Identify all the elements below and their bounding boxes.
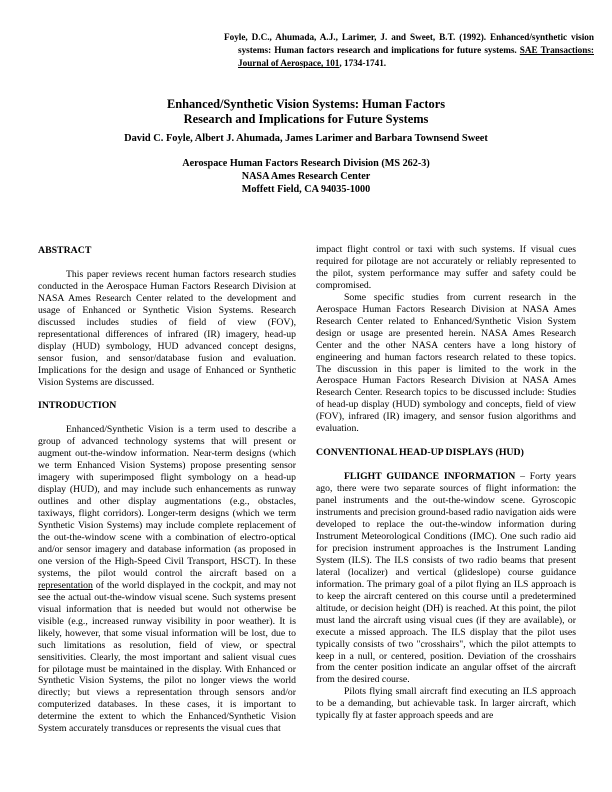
abstract-heading: ABSTRACT (38, 245, 92, 256)
affiliation-block (0, 157, 612, 197)
flight-guidance-text: – Forty years ago, there were two separate sources of flight information: the panel instruments and the out-the-window scene. Gyroscopic instruments and precision ground-based radio navigation aids were developed to replace the out-the-window information during Instrument Meteorological Conditions (IMC). One such radio aid for precision instrument approaches is the Instrument Landing System (ILS). The ILS consists of two radio beams that present lateral (localizer) and vertical (glideslope) course guidance information. The primary goal of a pilot flying an ILS approach is to keep the aircraft centered on this course until a predetermined altitude, or decision height (DH) is reached. At this point, the pilot must land the aircraft using visual cues (if they are available), or execute a missed approach. The ILS display that the pilot uses typically consists of two "crosshairs", which the pilot attempts to keep in a null, or centered, position. Deviation of the crosshairs from the center position indicate an angular offset of the aircraft from the desired course. (316, 471, 576, 686)
affiliation-address: Moffett Field, CA 94035-1000 (241, 184, 371, 196)
citation-block (224, 31, 594, 70)
left-column (38, 244, 296, 768)
introduction-heading: INTRODUCTION (38, 400, 117, 412)
right-column (316, 244, 576, 768)
citation-text: Foyle, D.C., Ahumada, A.J., Larimer, J. and Sweet, B.T. (1992). Enhanced/synthetic vision systems: Human factors research and implications for future systems. (224, 32, 594, 55)
affiliation-division: Aerospace Human Factors Research Division (MS 262-3) (182, 158, 430, 169)
abstract-paragraph: This paper reviews recent human factors research studies conducted in the Aerospace Human Factors Research Division at NASA Ames Research Center related to the development and usage of Enhanced or Synthetic Vision Systems. Research discussed includes studies of field of view (FOV), representational differences of infrared (IR) imagery, head-up display (HUD) symbology, HUD advanced concept designs, sensor fusion, and sensor/database fusion and evaluation. Implications for the design and usage of Enhanced or Synthetic Vision Systems are discussed. (38, 268, 296, 388)
affiliation-center: NASA Ames Research Center (241, 171, 371, 183)
hud-section-heading: CONVENTIONAL HEAD-UP DISPLAYS (HUD) (316, 447, 524, 459)
introduction-paragraph (38, 424, 296, 735)
introduction-underlined-term: representation (38, 579, 93, 591)
introduction-text-2: of the world displayed in the cockpit, and may not see the actual out-the-window visual scene. Such systems present visual information that is needed but would not otherwise be visible (e.g., increased runway visibility in poor weather). It is likely, however, that some visual information will be lost, due to such limitations as resolution, field of view, or spectral sensitivities. Clearly, the most important and salient visual cues for pilotage must be maintained in the display. With Enhanced or Synthetic Vision Systems, the pilot no longer views the world directly; but views a representation through sensors and/or computerized databases. In these cases, it is important to determine the extent to which the Enhanced/Synthetic Vision System accurately transduces or represents the visual cues that (38, 579, 296, 735)
continuation-paragraph: impact flight control or taxi with such systems. If visual cues required for pilotage are not accurately or reliably represented to the pilot, system performance may suffer and safety could be compromised. (316, 244, 576, 291)
citation-pages: , 1734-1741. (339, 58, 387, 68)
paper-title (0, 97, 612, 126)
paper-title-line2: Research and Implications for Future Systems (183, 111, 429, 126)
citation-journal: SAE Transactions: Journal of Aerospace, 101 (238, 45, 594, 68)
flight-guidance-lead: FLIGHT GUIDANCE INFORMATION (344, 471, 516, 483)
paper-title-line1: Enhanced/Synthetic Vision Systems: Human Factors (166, 97, 446, 111)
authors-line: David C. Foyle, Albert J. Ahumada, James Larimer and Barbara Townsend Sweet (124, 133, 488, 144)
pilots-paragraph: Pilots flying small aircraft find executing an ILS approach to be a demanding, but achievable task. In larger aircraft, which typically fly at faster approach speeds and are (316, 686, 576, 722)
research-overview-paragraph: Some specific studies from current research in the Aerospace Human Factors Research Division at NASA Ames Research Center related to Enhanced/Synthetic Vision System design or usage are presented herein. NASA Ames Research Center and the other NASA centers have a long history of engineering and human factors research related to these topics. The discussion in this paper is limited to the work in the Aerospace Human Factors Research Division at NASA Ames Research Center. Research topics to be discussed include: Studies of head-up display (HUD) symbology and concepts, field of view (FOV), infrared (IR) imagery, and sensor fusion algorithms and evaluation. (316, 291, 576, 435)
flight-guidance-paragraph (316, 471, 576, 686)
introduction-text-1: Enhanced/Synthetic Vision is a term used to describe a group of advanced technology systems that will present or augment out-the-window information. Near-term designs (which we term Enhanced Vision Systems) propose presenting sensor imagery with superimposed flight symbology on a head-up display (HUD), and may include such enhancements as runway outlines and other display augmentations (e.g., obstacles, taxiways, flight corridors). Longer-term designs (which we term Synthetic Vision Systems) may include complete replacement of the out-the-window scene with a combination of electro-optical and/or sensor imagery and database information (as proposed in one version of the High-Speed Civil Transport, HSCT). In these systems, the pilot would control the aircraft based on a (38, 424, 296, 579)
